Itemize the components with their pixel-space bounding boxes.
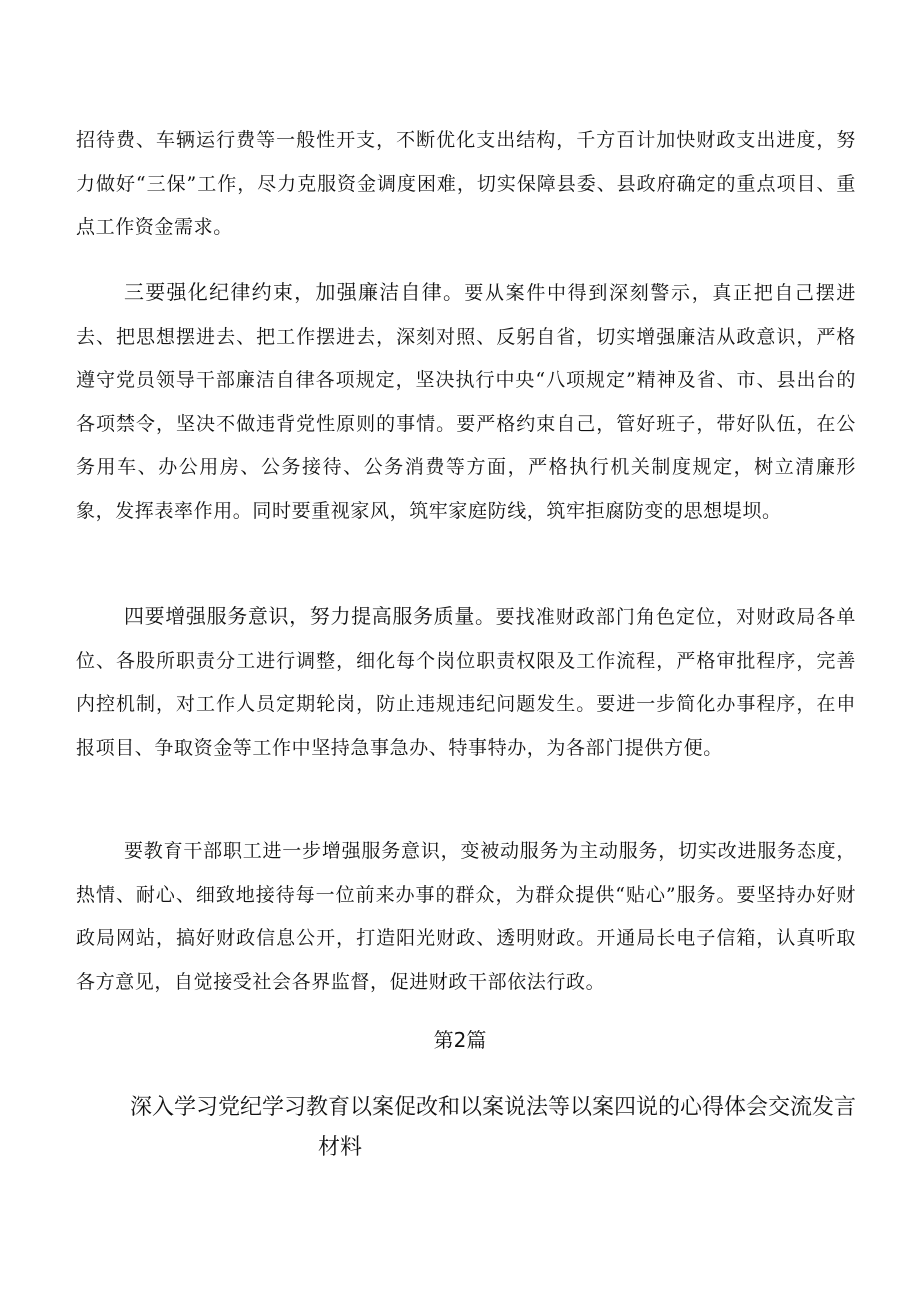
paragraph-service-attitude — [76, 830, 856, 1004]
paragraph-fiscal-spending — [76, 119, 856, 250]
paragraph-lead-heading: 三要强化纪律约束，加强廉洁自律。 — [124, 280, 465, 304]
paragraph-text: 要教育干部职工进一步增强服务意识，变被动服务为主动服务，切实改进服务态度，热情、耐心、细致地接待每一位前来办事的群众，为群众提供“贴心”服务。要坚持办好财政局网站，搞好财政信息公开，打造阳光财政、透明财政。开通局长电子信箱，认真听取各方意见，自觉接受社会各界监督，促进财政干部依法行政。 — [76, 840, 856, 993]
document-title — [130, 1088, 860, 1168]
paragraph-service-awareness — [76, 595, 856, 770]
title-line-2: 材料 — [318, 1135, 363, 1160]
paragraph-text: 要从案件中得到深刻警示，真正把自己摆进去、把思想摆进去、把工作摆进去，深刻对照、反躬自省，切实增强廉洁从政意识，严格遵守党员领导干部廉洁自律各项规定，坚决执行中央“八项规定”精神及省、市、县出台的各项禁令，坚决不做违背党性原则的事情。要严格约束自己，管好班子，带好队伍，在公务用车、办公用房、公务接待、公务消费等方面，严格执行机关制度规定，树立清廉形象，发挥表率作用。同时要重视家风，筑牢家庭防线，筑牢拒腐防变的思想堤坝。 — [76, 282, 856, 522]
paragraph-discipline — [76, 271, 856, 533]
paragraph-text: 招待费、车辆运行费等一般性开支，不断优化支出结构，千方百计加快财政支出进度，努力做好“三保”工作，尽力克服资金调度困难，切实保障县委、县政府确定的重点项目、重点工作资金需求。 — [76, 129, 856, 238]
paragraph-lead-heading: 四要增强服务意识，努力提高服务质量。 — [124, 604, 496, 628]
chapter-label: 第2篇 — [433, 1028, 487, 1052]
paragraph-text: 要找准财政部门角色定位，对财政局各单位、各股所职责分工进行调整，细化每个岗位职责权限及工作流程，严格审批程序，完善内控机制，对工作人员定期轮岗，防止违规违纪问题发生。要进一步简化办事程序，在申报项目、争取资金等工作中坚持急事急办、特事特办，为各部门提供方便。 — [76, 606, 856, 759]
title-line-1: 深入学习党纪学习教育以案促改和以案说法等以案四说的心得体会交流发言 — [130, 1095, 857, 1120]
